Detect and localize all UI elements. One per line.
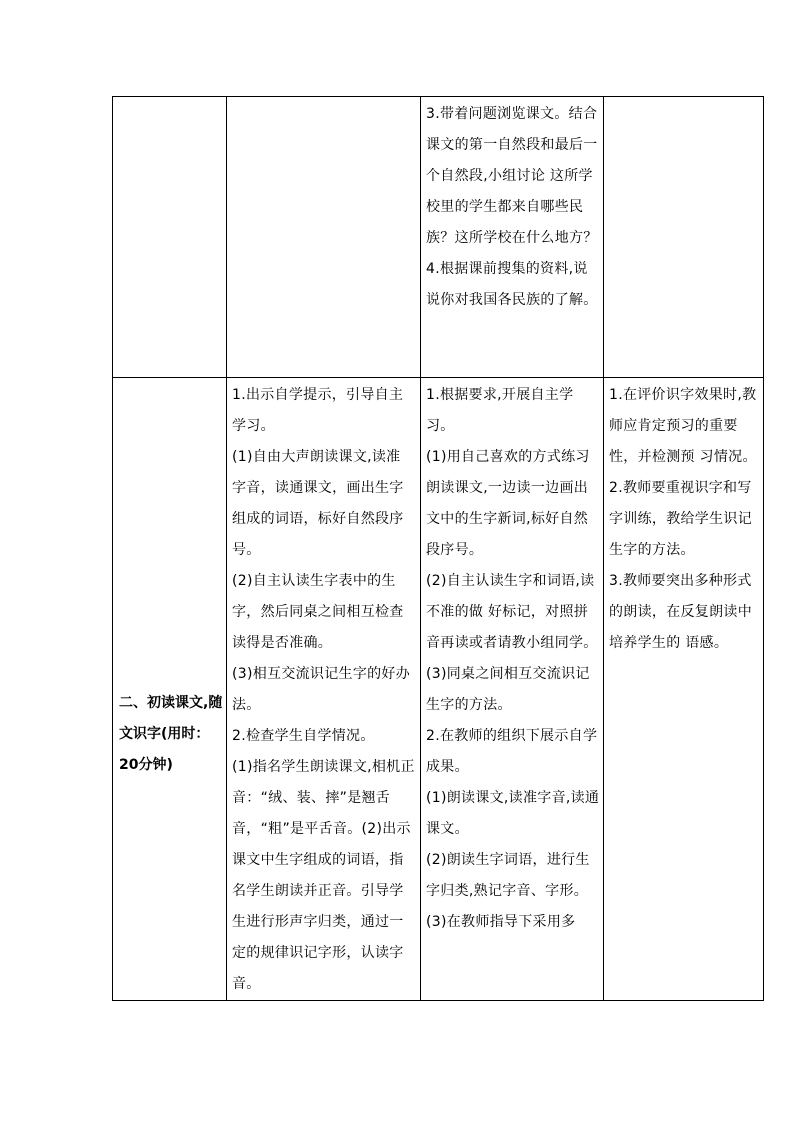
row2-student-cell [421,378,604,1000]
row2-teacher-item: (3)相互交流识记生字的好办法。 [232,666,411,713]
row2-notes-item: 3.教师要突出多种形式的朗读，在反复朗读中培养学生的 语感。 [609,573,752,651]
row2-student-item: 2.在教师的组织下展示自学成果。 [426,728,598,775]
row1-notes-cell [604,97,764,378]
row2-student-item: (3)同桌之间相互交流识记生字的方法。 [426,666,590,713]
row2-notes-item: 1.在评价识字效果时,教师应肯定预习的重要性，并检测预 习情况。 [609,387,757,465]
row1-teacher-cell [227,97,421,378]
row1-stage [113,97,227,99]
row1-stage-cell [113,97,227,378]
row2-stage-cell [113,378,227,1000]
row2-student-item: (3)在教师指导下采用多 [426,914,576,930]
row2-teacher-item: (1)自由大声朗读课文,读准 字音，读通课文，画出生字组成的词语，标好自然段序号。 [232,449,404,558]
row2-teacher-item: 2.检查学生自学情况。 [232,728,375,744]
row2-teacher-item: (1)指名学生朗读课文,相机正音：“绒、装、摔”是翘舌音，“粗”是平舌音。(2)出示课文中生字组成的词语，指名学生朗读并正音。引导学生进行形声字归类，通过一定的规律识记字形，认读字音。 [232,759,415,992]
row2-teacher-cell [227,378,421,1000]
row2-student-item: (2)朗读生字词语，进行生字归类,熟记字音、字形。 [426,852,590,899]
row1-student-item: 3.带着问题浏览课文。结合课文的第一自然段和最后一个自然段,小组讨论 这所学校里的学生都来自哪些民族？这所学校在什么地方？ [426,106,598,246]
row1-student-cell [421,97,604,378]
row1-student-item: 4.根据课前搜集的资料,说说你对我国各民族的了解。 [426,261,598,308]
row2-teacher-item: (2)自主认读生字表中的生字，然后同桌之间相互检查读得是否准确。 [232,573,404,651]
row2-student-item: (1)用自己喜欢的方式练习朗读课文,一边读一边画出文中的生字新词,标好自然段序号。 [426,449,590,558]
row2-stage-title: 二、初读课文,随文识字(用时：20分钟) [119,695,223,773]
row2-student-item: (1)朗读课文,读准字音,读通课文。 [426,790,600,837]
row2-notes-cell [604,378,764,1000]
row2-student-item: (2)自主认读生字和词语,读不准的做 好标记，对照拼音再读或者请教小组同学。 [426,573,598,651]
row2-teacher-item: 1.出示自学提示，引导自主学习。 [232,387,404,434]
row2-student-item: 1.根据要求,开展自主学习。 [426,387,574,434]
row2-notes-item: 2.教师要重视识字和写字训练，教给学生识记生字的方法。 [609,480,752,558]
lesson-plan-table [112,96,764,1001]
